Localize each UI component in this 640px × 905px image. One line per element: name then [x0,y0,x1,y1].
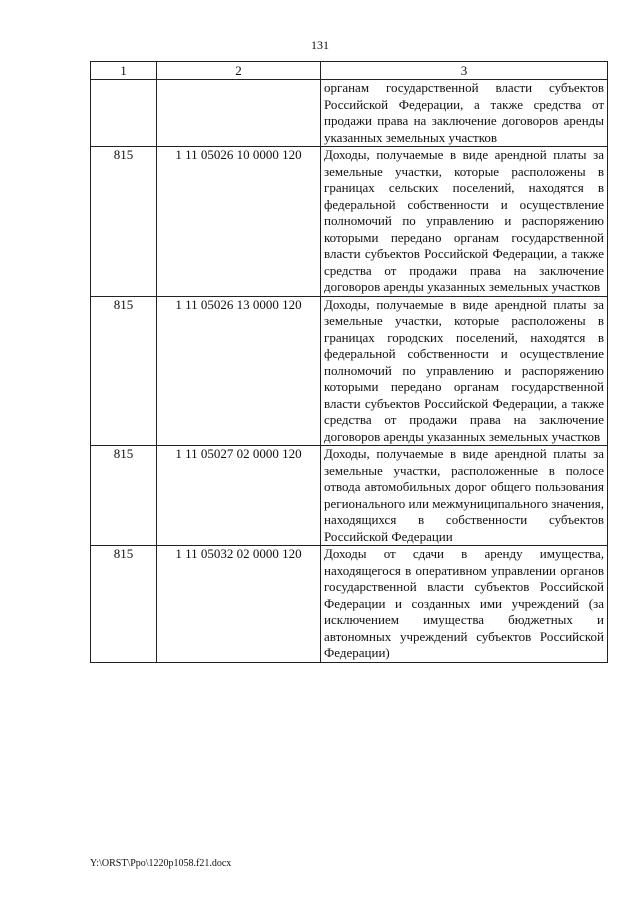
table-row [91,446,608,546]
document-path-footer: Y:\ORST\Ppo\1220p1058.f21.docx [90,858,232,869]
header-col-3: 3 [321,62,608,80]
table-header-row [91,62,608,80]
budget-code-cell [157,80,321,147]
budget-code-cell: 1 11 05032 02 0000 120 [157,546,321,663]
description-cell: органам государственной власти субъектов Российской Федерации, а также средства от продажи права на заключение договоров аренды указанных земельных участков [321,80,608,147]
budget-code-cell: 1 11 05026 13 0000 120 [157,296,321,446]
header-col-1: 1 [91,62,157,80]
description-cell: Доходы, получаемые в виде арендной платы за земельные участки, расположенные в полосе отвода автомобильных дорог общего пользования регионального или межмуниципального значения, находящихся в собственности субъектов Российской Федерации [321,446,608,546]
table-row [91,546,608,663]
budget-code-cell: 1 11 05026 10 0000 120 [157,147,321,297]
budget-code-cell: 1 11 05027 02 0000 120 [157,446,321,546]
table-row-continuation [91,80,608,147]
budget-code-table [90,61,608,663]
admin-code-cell: 815 [91,296,157,446]
header-col-2: 2 [157,62,321,80]
table-row [91,296,608,446]
admin-code-cell: 815 [91,446,157,546]
admin-code-cell: 815 [91,147,157,297]
description-cell: Доходы, получаемые в виде арендной платы за земельные участки, которые расположены в границах сельских поселений, находятся в федеральной собственности и осуществление полномочий по управлению и распоряжению которыми передано органам государственной власти субъектов Российской Федерации, а также средства от продажи права на заключение договоров аренды указанных земельных участков [321,147,608,297]
admin-code-cell: 815 [91,546,157,663]
admin-code-cell [91,80,157,147]
page-number: 131 [311,38,329,52]
table-row [91,147,608,297]
description-cell: Доходы от сдачи в аренду имущества, находящегося в оперативном управлении органов государственной власти субъектов Российской Федерации и созданных ими учреждений (за исключением имущества бюджетных и автономных учреждений субъектов Российской Федерации) [321,546,608,663]
description-cell: Доходы, получаемые в виде арендной платы за земельные участки, которые расположены в границах городских поселений, находятся в федеральной собственности и осуществление полномочий по управлению и распоряжению которыми передано органам государственной власти субъектов Российской Федерации, а также средства от продажи права на заключение договоров аренды указанных земельных участков [321,296,608,446]
